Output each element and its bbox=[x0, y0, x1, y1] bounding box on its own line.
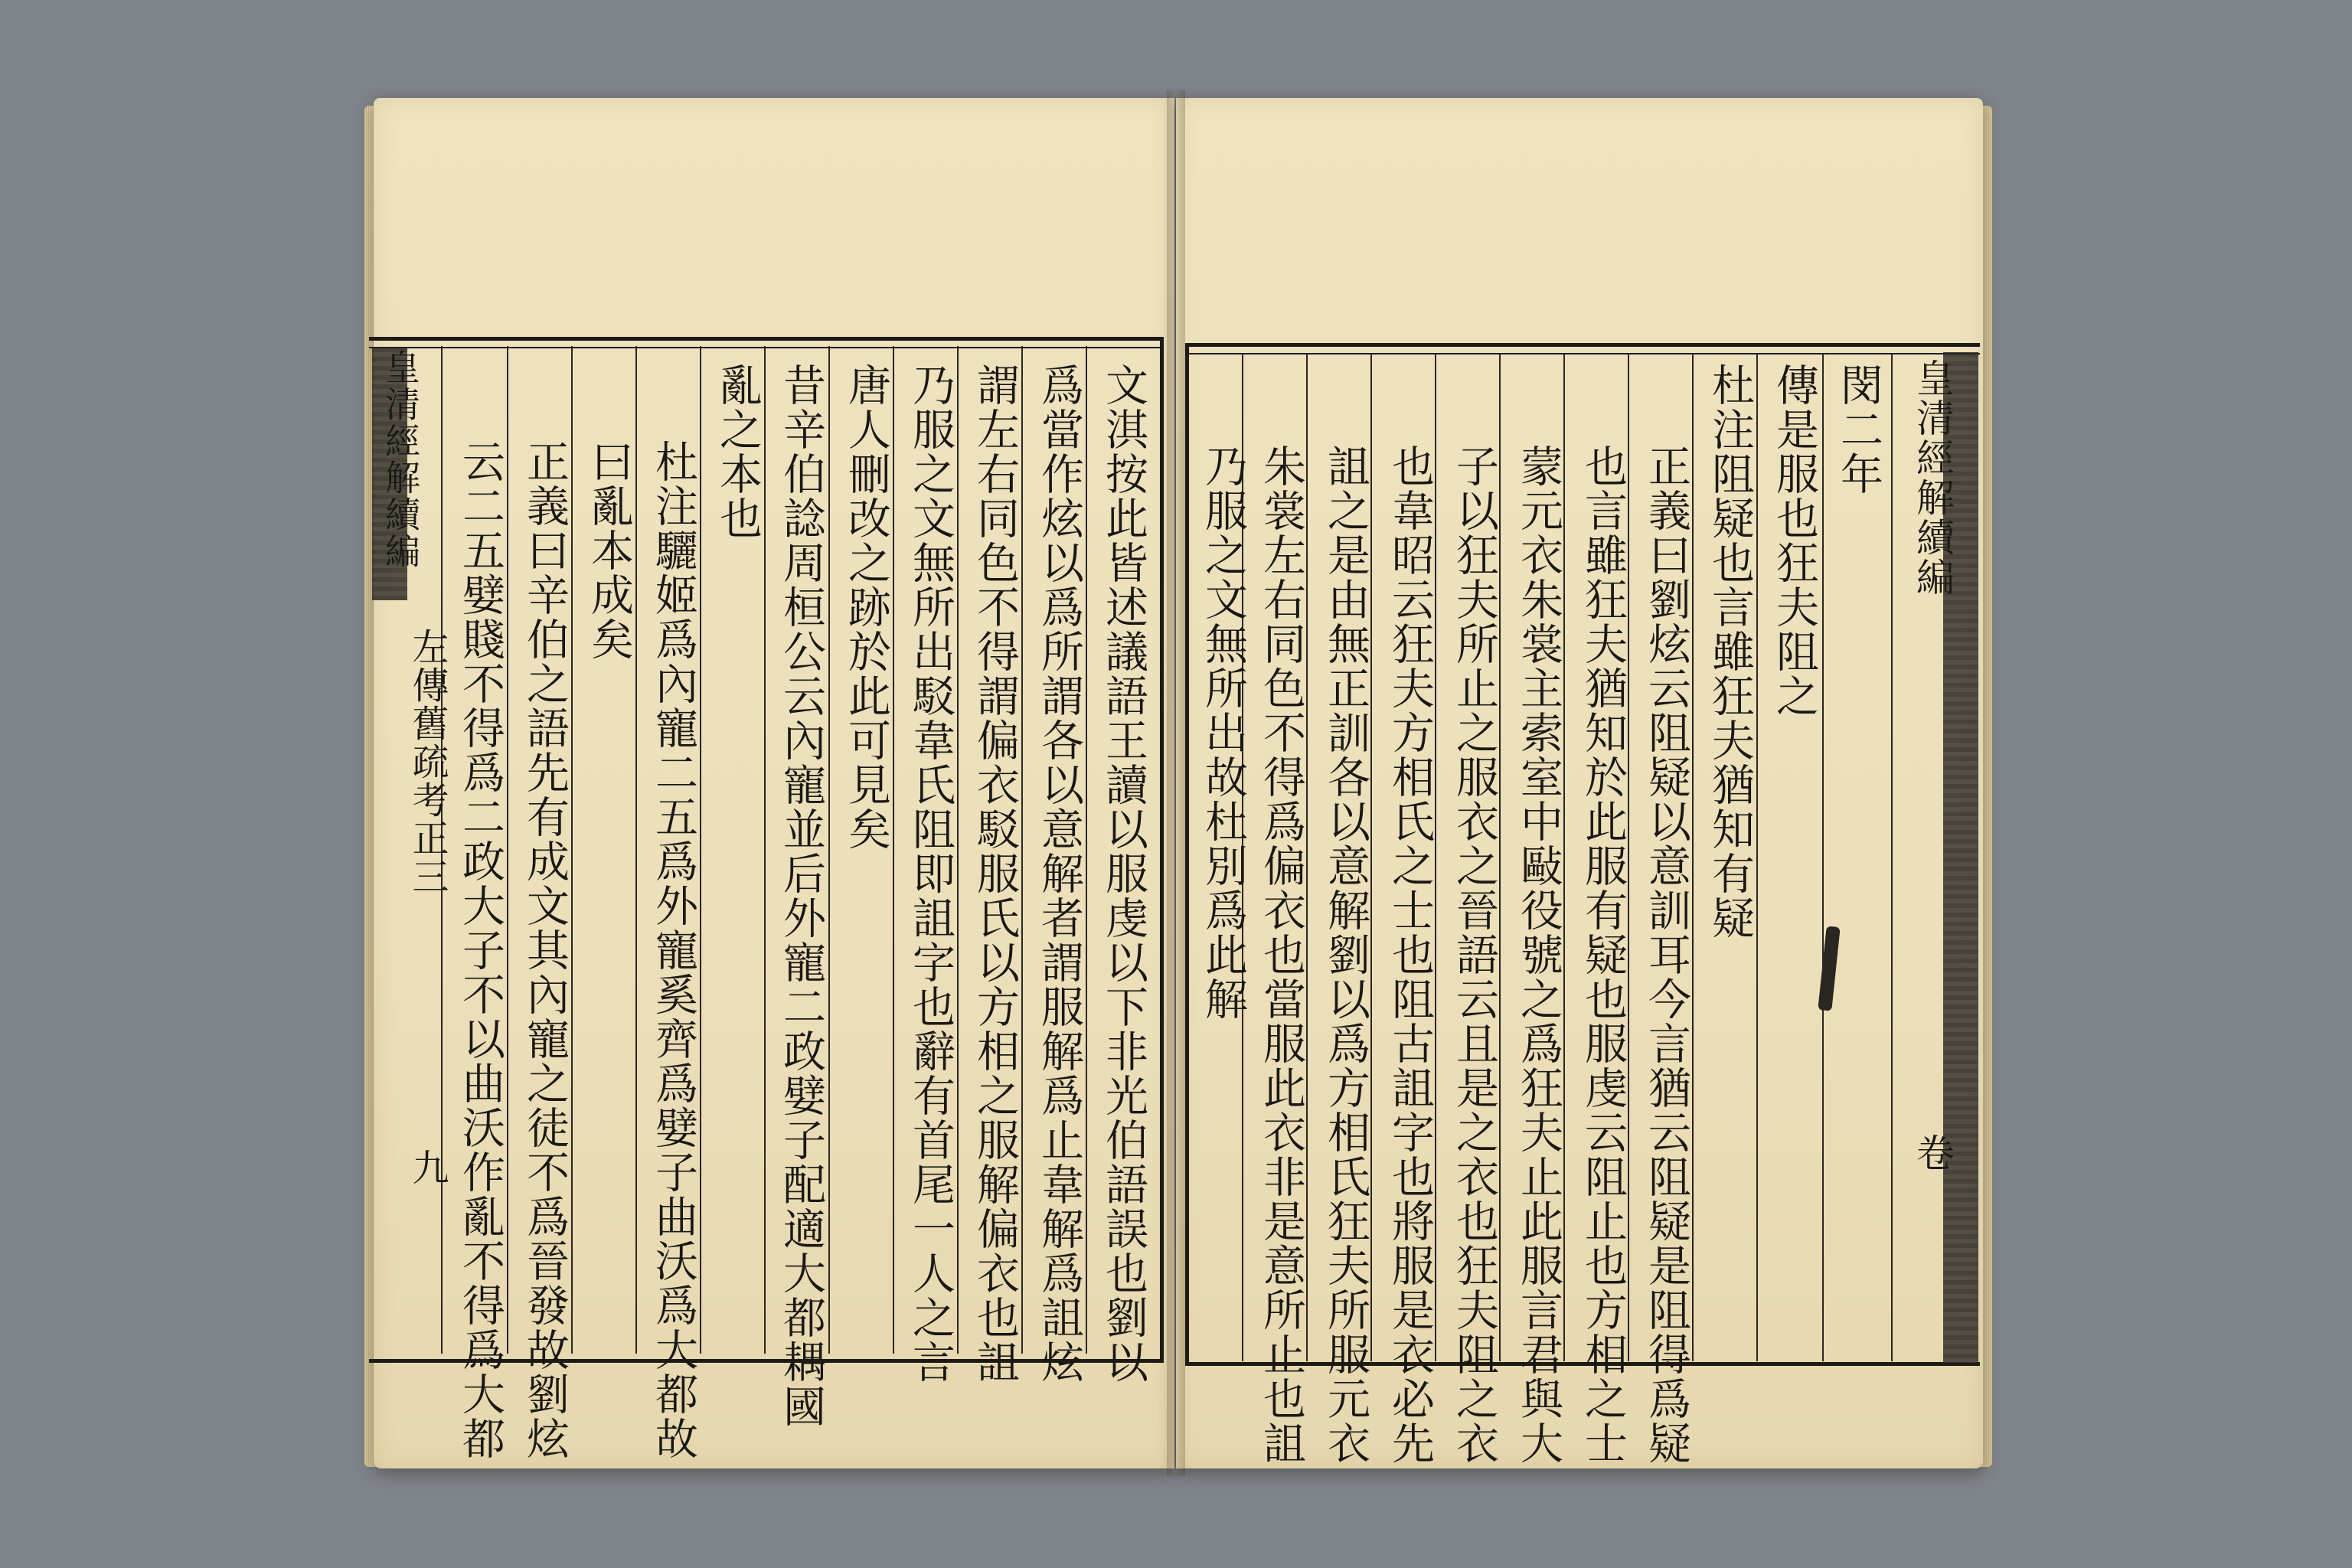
text-column: 蒙元衣朱裳主索室中敺役號之爲狂夫止此服言君與大 bbox=[1514, 444, 1563, 1465]
text-column: 乃服之文無所出故杜別爲此解 bbox=[1198, 444, 1248, 1021]
text-column: 詛之是由無正訓各以意解劉以爲方相氏狂夫所服元衣 bbox=[1321, 444, 1370, 1465]
text-column: 乃服之文無所出駁韋氏阻即詛字也辭有首尾一人之言 bbox=[906, 363, 956, 1384]
right-side-title: 皇清經解續編 bbox=[1910, 358, 1955, 597]
text-column: 也韋昭云狂夫方相氏之士也阻古詛字也將服是衣必先 bbox=[1385, 444, 1435, 1465]
text-column: 杜注阻疑也言雖狂夫猶知有疑 bbox=[1705, 363, 1755, 940]
text-column: 亂之本也 bbox=[713, 363, 763, 541]
text-column: 傳是服也狂夫阻之 bbox=[1769, 363, 1819, 718]
right-side-page-mark: 卷 bbox=[1910, 1133, 1955, 1173]
text-column: 云二五嬖賤不得爲二政大子不以曲沃作亂不得爲大都 bbox=[456, 439, 505, 1461]
text-column: 唐人刪改之跡於此可見矣 bbox=[841, 363, 891, 851]
text-column: 子以狂夫所止之服衣之晉語云且是之衣也狂夫阻之衣 bbox=[1449, 444, 1499, 1465]
column-rule bbox=[1891, 354, 1893, 1361]
text-column: 曰亂本成矣 bbox=[584, 439, 634, 662]
book-spine bbox=[1167, 90, 1185, 1476]
text-column: 爲當作炫以爲所謂各以意解者謂服解爲止韋解爲詛炫 bbox=[1034, 363, 1084, 1384]
page-number: 九 bbox=[406, 1148, 449, 1187]
text-column: 正義曰劉炫云阻疑以意訓耳今言猶云阻疑是阻得爲疑 bbox=[1642, 444, 1691, 1465]
text-column: 昔辛伯諗周桓公云內寵並后外寵二政嬖子配適大都耦國 bbox=[776, 363, 826, 1429]
left-side-title: 皇清經解續編 bbox=[380, 349, 421, 570]
left-side-subtitle: 左傳舊疏考正三 bbox=[406, 628, 449, 896]
text-column: 正義曰辛伯之語先有成文其內寵之徒不爲晉發故劉炫 bbox=[520, 439, 570, 1461]
text-column: 謂左右同色不得謂偏衣駁服氏以方相之服解偏衣也詛 bbox=[970, 363, 1020, 1384]
text-column: 閔二年 bbox=[1834, 363, 1883, 496]
text-column: 也言雖狂夫猶知於此服有疑也服虔云阻止也方相之士 bbox=[1578, 444, 1628, 1465]
text-column: 文淇按此皆述議語王讀以服虔以下非光伯語誤也劉以 bbox=[1099, 363, 1148, 1384]
text-column: 朱裳左右同色不得爲偏衣也當服此衣非是意所止也詛 bbox=[1256, 444, 1306, 1465]
text-column: 杜注驪姬爲內寵二五爲外寵奚齊爲嬖子曲沃爲大都故 bbox=[648, 439, 698, 1461]
